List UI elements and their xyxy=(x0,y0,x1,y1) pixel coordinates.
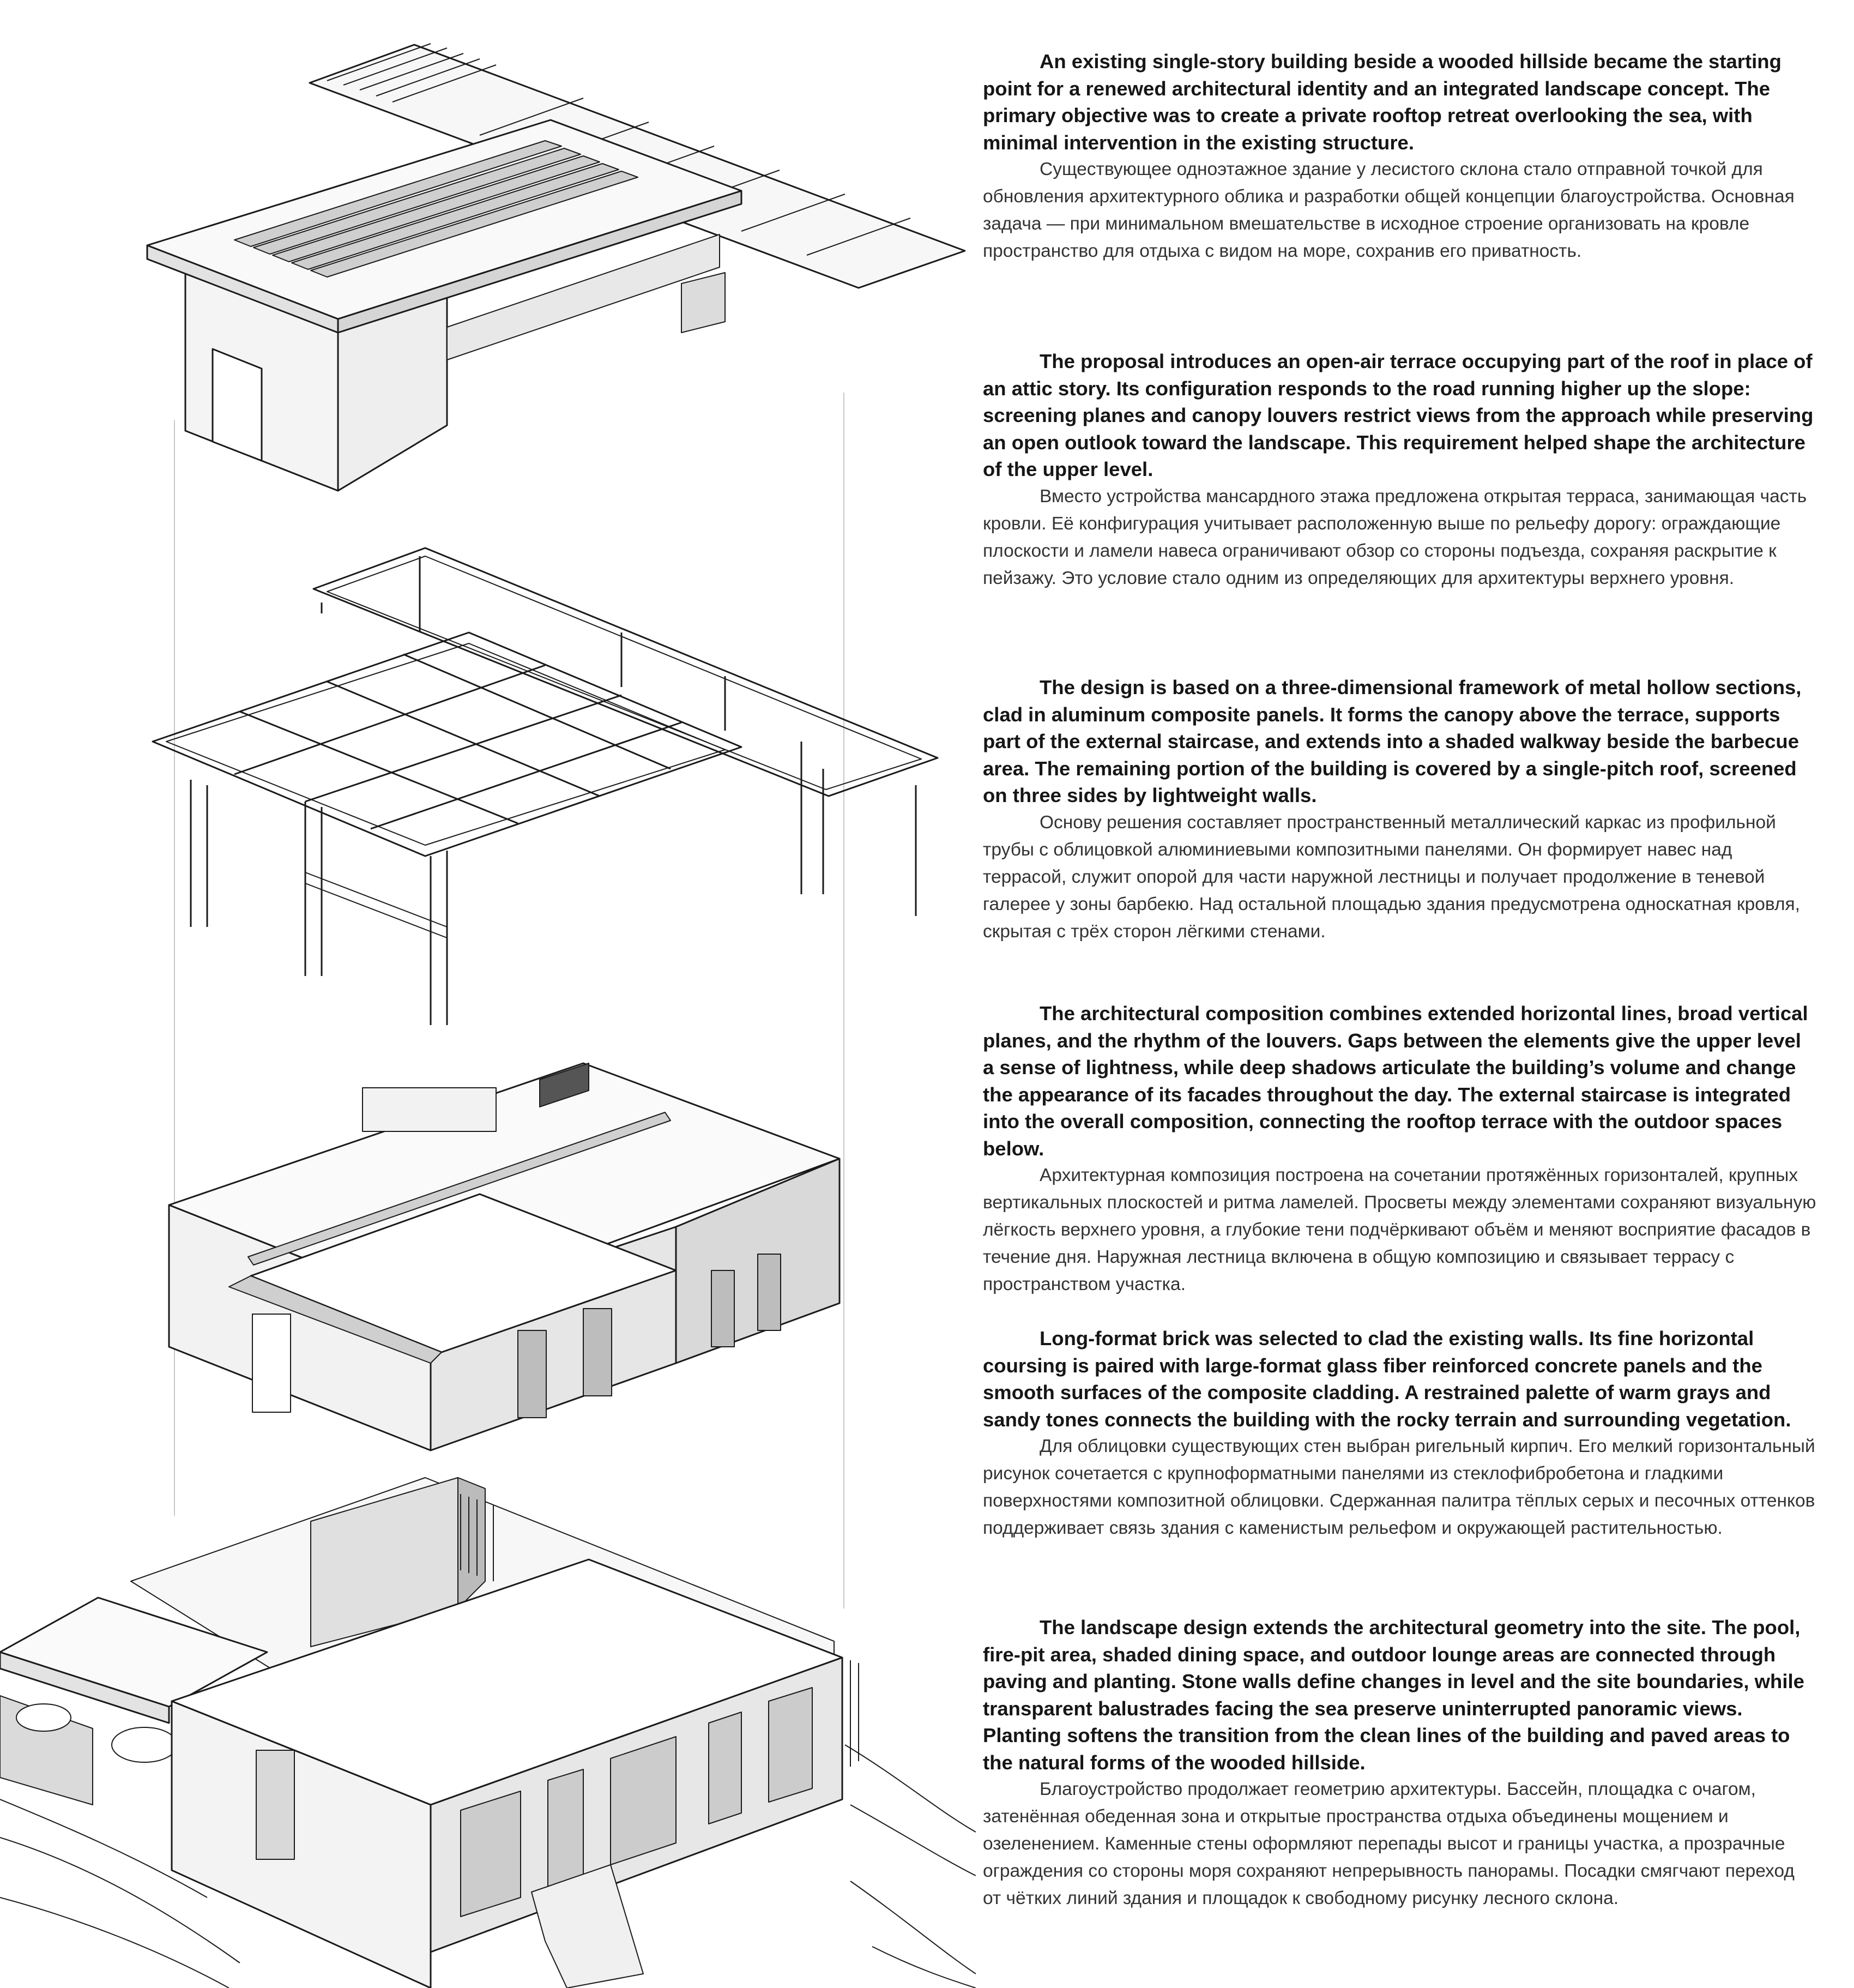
russian-paragraph: Благоустройство продолжает геометрию архитектуры. Бассейн, площадка с очагом, затенённая обеденная зона и открытые пространства отдыха объединены мощением и озеленением. Каменные стены оформляют перепады высот и границы участка, а прозрачные ограждения со стороны моря сохраняют непрерывность панорамы. Посадки смягчают переход от чётких линий здания и площадок к свободному рисунку лесного склона. xyxy=(983,1779,1795,1908)
english-paragraph: The landscape design extends the architectural geometry into the site. The pool, fire-pit area, shaded dining space, and outdoor lounge areas are connected through paving and planting. Stone walls define changes in level and the site boundaries, while transparent balustrades facing the sea preserve uninterrupted panoramic views. Planting softens the transition from the clean lines of the building and paved areas to the natural forms of the wooded hillside. xyxy=(983,1616,1804,1774)
ground-level xyxy=(0,1478,976,1988)
russian-paragraph: Основу решения составляет пространственный металлический каркас из профильной трубы с облицовкой алюминиевыми композитными панелями. Он формирует навес над террасой, служит опорой для части наружной лестницы и получает продолжение в теневой галерее у зоны барбекю. Над остальной площадью здания предусмотрена односкатная кровля, скрытая с трёх сторон лёгкими стенами. xyxy=(983,812,1800,942)
alignment-guides xyxy=(174,393,844,1609)
russian-paragraph: Архитектурная композиция построена на сочетании протяжённых горизонталей, крупных вертикальных плоскостей и ритма ламелей. Просветы между элементами сохраняют визуальную лёгкость верхнего уровня, а глубокие тени подчёркивают объём и меняют восприятие фасадов в течение дня. Наружная лестница включена в общую композицию и связывает террасу с пространством участка. xyxy=(983,1165,1816,1294)
text-section-6 xyxy=(983,1614,1817,1912)
english-paragraph: Long-format brick was selected to clad the existing walls. Its fine horizontal coursing is paired with large-format glass fiber reinforced concrete panels and the smooth surfaces of the composite cladding. A restrained palette of warm grays and sandy tones connects the building with the rocky terrain and surrounding vegetation. xyxy=(983,1327,1791,1431)
upper-walls-level xyxy=(169,1063,840,1450)
text-section-5 xyxy=(983,1325,1817,1542)
english-paragraph: An existing single-story building beside a wooded hillside became the starting point for a renewed architectural identity and an integrated landscape concept. The primary objective was to create a private rooftop retreat overlooking the sea, with minimal intervention in the existing structure. xyxy=(983,50,1781,154)
text-section-4 xyxy=(983,1000,1817,1298)
text-section-2 xyxy=(983,348,1817,592)
roof-canopy-level xyxy=(147,44,965,491)
text-section-3 xyxy=(983,674,1817,945)
english-paragraph: The architectural composition combines extended horizontal lines, broad vertical planes, and the rhythm of the louvers. Gaps between the elements give the upper level a sense of lightness, while deep shadows articulate the building’s volume and change the appearance of its facades throughout the day. The external staircase is integrated into the overall composition, connecting the rooftop terrace with the outdoor spaces below. xyxy=(983,1002,1808,1160)
english-paragraph: The proposal introduces an open-air terrace occupying part of the roof in place of an attic story. Its configuration responds to the road running higher up the slope: screening planes and canopy louvers restrict views from the approach while preserving an open outlook toward the landscape. This requirement helped shape the architecture of the upper level. xyxy=(983,350,1814,480)
russian-paragraph: Для облицовки существующих стен выбран ригельный кирпич. Его мелкий горизонтальный рисунок сочетается с крупноформатными панелями из стеклофибробетона и гладкими поверхностями композитной облицовки. Сдержанная палитра тёплых серых и песочных оттенков поддерживает связь здания с каменистым рельефом и окружающей растительностью. xyxy=(983,1436,1815,1538)
russian-paragraph: Существующее одноэтажное здание у лесистого склона стало отправной точкой для обновления архитектурного облика и разработки общей концепции благоустройства. Основная задача — при минимальном вмешательстве в исходное строение организовать на кровле пространство для отдыха с видом на море, сохранив его приватность. xyxy=(983,159,1795,261)
text-section-1 xyxy=(983,48,1817,265)
russian-paragraph: Вместо устройства мансардного этажа предложена открытая терраса, занимающая часть кровли. Её конфигурация учитывает расположенную выше по рельефу дорогу: ограждающие плоскости и ламели навеса ограничивают обзор со стороны подъезда, сохраняя раскрытие к пейзажу. Это условие стало одним из определяющих для архитектуры верхнего уровня. xyxy=(983,486,1807,588)
steel-frame-level xyxy=(153,548,938,1025)
english-paragraph: The design is based on a three-dimensional framework of metal hollow sections, clad in aluminum composite panels. It forms the canopy above the terrace, supports part of the external staircase, and extends into a shaded walkway beside the barbecue area. The remaining portion of the building is covered by a single-pitch roof, screened on three sides by lightweight walls. xyxy=(983,676,1802,806)
